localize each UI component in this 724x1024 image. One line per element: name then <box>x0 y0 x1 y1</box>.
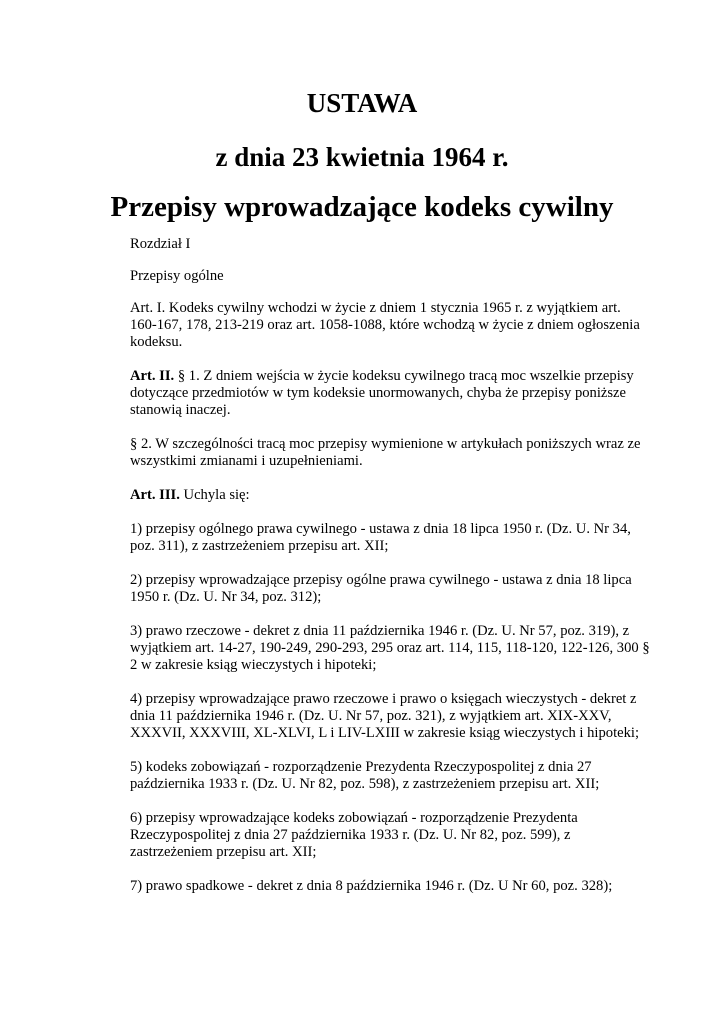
article-3-label: Art. III. <box>130 487 180 503</box>
article-2-label: Art. II. <box>130 368 175 384</box>
document-date: z dnia 23 kwietnia 1964 r. <box>215 142 509 172</box>
article-2-para-2: § 2. W szczególności tracą moc przepisy wymienione w artykułach poniższych wraz ze wszystkimi zmianami i uzupełnieniami. <box>130 436 641 469</box>
list-item: 5) kodeks zobowiązań - rozporządzenie Prezydenta Rzeczypospolitej z dnia 27 października 1933 r. (Dz. U. Nr 82, poz. 598), z zastrzeżeniem przepisu art. XII; <box>130 759 600 792</box>
list-item: 7) prawo spadkowe - dekret z dnia 8 października 1946 r. (Dz. U Nr 60, poz. 328); <box>130 878 613 894</box>
list-item: 3) prawo rzeczowe - dekret z dnia 11 października 1946 r. (Dz. U. Nr 57, poz. 319), z wyjątkiem art. 14-27, 190-249, 290-293, 295 oraz art. 114, 115, 118-120, 122-126, 300 § 2 w zakresie ksiąg wieczystych i hipoteki; <box>130 623 650 673</box>
article-2-text: § 1. Z dniem wejścia w życie kodeksu cywilnego tracą moc wszelkie przepisy dotyczące przedmiotów w tym kodeksie unormowanych, chyba że przepisy poniższe stanowią inaczej. <box>130 368 634 418</box>
list-item: 2) przepisy wprowadzające przepisy ogólne prawa cywilnego - ustawa z dnia 18 lipca 1950 r. (Dz. U. Nr 34, poz. 312); <box>130 572 632 605</box>
list-item: 6) przepisy wprowadzające kodeks zobowiązań - rozporządzenie Prezydenta Rzeczypospolitej z dnia 27 października 1933 r. (Dz. U. Nr 82, poz. 599), z zastrzeżeniem przepisu art. XII; <box>130 810 578 860</box>
chapter-heading: Rozdział I <box>130 236 191 252</box>
list-item: 4) przepisy wprowadzające prawo rzeczowe i prawo o księgach wieczystych - dekret z dnia 11 października 1946 r. (Dz. U. Nr 57, poz. 321), z wyjątkiem art. XIX-XXV, XXXVII, XXXVIII, XL-XLVI, L i LIV-LXIII w zakresie ksiąg wieczystych i hipoteki; <box>130 691 640 741</box>
article-3-intro <box>130 487 650 504</box>
chapter-title: Przepisy ogólne <box>130 268 224 284</box>
article-2-para-1 <box>130 368 650 419</box>
document-title: USTAWA <box>306 88 418 118</box>
list-item: 1) przepisy ogólnego prawa cywilnego - ustawa z dnia 18 lipca 1950 r. (Dz. U. Nr 34, poz. 311), z zastrzeżeniem przepisu art. XII; <box>130 521 631 554</box>
article-3-intro-text: Uchyla się: <box>179 487 250 503</box>
article-1: Art. I. Kodeks cywilny wchodzi w życie z dniem 1 stycznia 1965 r. z wyjątkiem art. 160-167, 178, 213-219 oraz art. 1058-1088, które wchodzą w życie z dniem ogłoszenia kodeksu. <box>130 300 640 350</box>
document-subtitle: Przepisy wprowadzające kodeks cywilny <box>110 191 614 223</box>
document-body <box>130 236 650 912</box>
